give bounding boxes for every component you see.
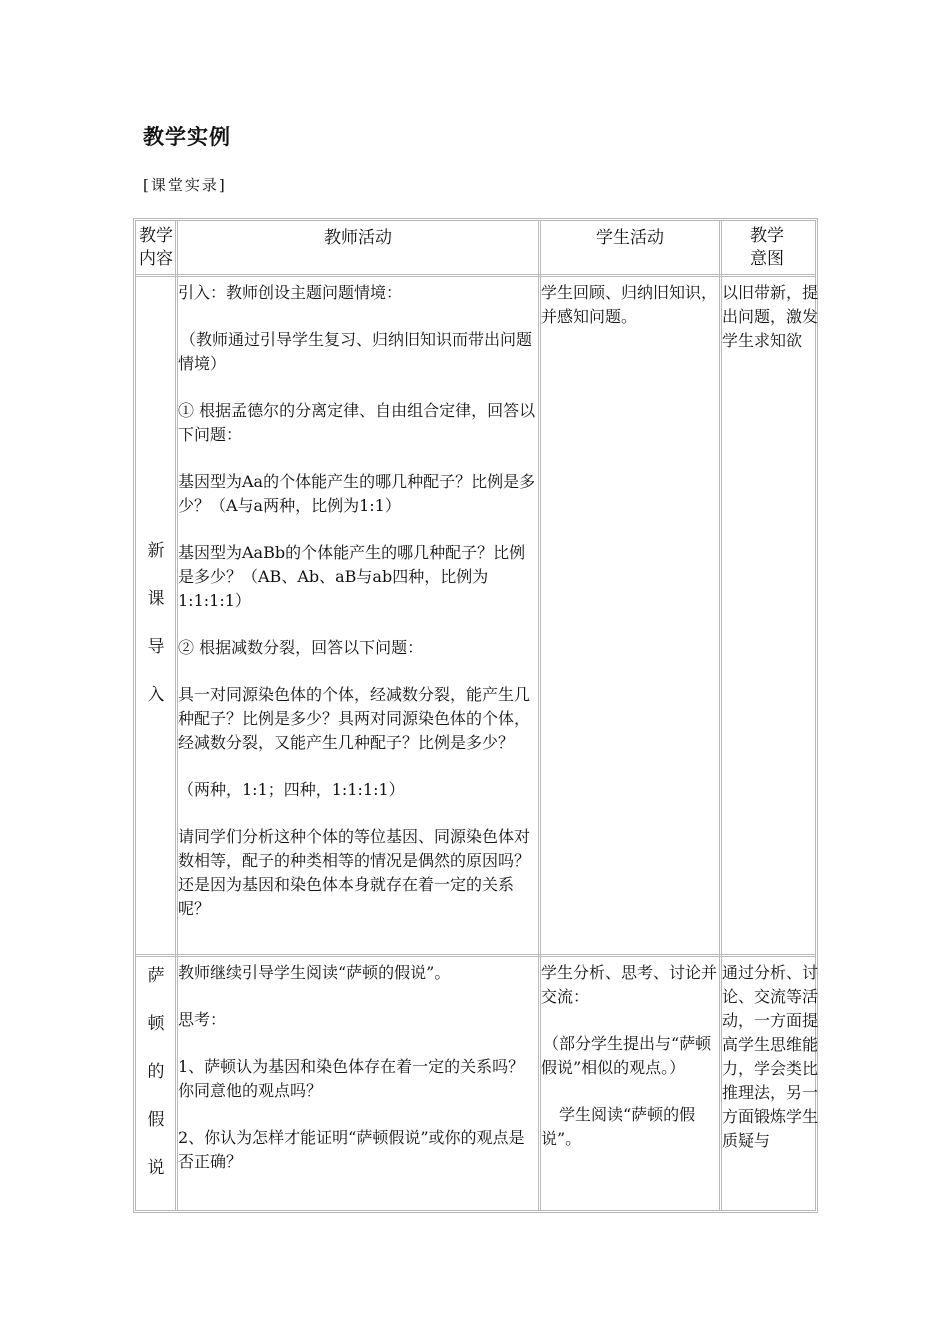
header-intent-line1: 教学 <box>750 226 784 246</box>
row-divider <box>136 954 815 957</box>
teacher-paragraph: 1、萨顿认为基因和染色体存在着一定的关系吗？你同意他的观点吗？ <box>178 1057 525 1100</box>
lesson-table <box>133 218 818 1213</box>
teacher-paragraph: 引入：教师创设主题问题情境： <box>178 283 403 302</box>
page-title: 教学实例 <box>143 125 231 149</box>
student-paragraph: （部分学生提出与“萨顿假说”相似的观点。） <box>541 1034 712 1077</box>
header-teacher: 教师活动 <box>324 228 392 248</box>
header-intent <box>722 225 812 271</box>
teacher-paragraph: 基因型为AaBb的个体能产生的哪几种配子？比例是多少？（AB、Ab、aB与ab四种，比例为1:1:1:1） <box>178 543 526 610</box>
teacher-paragraph: 请同学们分析这种个体的等位基因、同源染色体对数相等，配子的种类相等的情况是偶然的原因吗？还是因为基因和染色体本身就存在着一定的关系呢？ <box>178 827 531 918</box>
teacher-paragraph: ② 根据减数分裂，回答以下问题： <box>178 638 424 657</box>
row2-student-activity <box>541 961 719 1174</box>
row2-content-char: 假 <box>147 1110 165 1130</box>
header-content <box>137 225 175 271</box>
teacher-paragraph: （两种，1:1；四种，1:1:1:1） <box>178 780 405 799</box>
header-content-line2: 内容 <box>139 249 173 269</box>
teacher-paragraph: 具一对同源染色体的个体，经减数分裂，能产生几种配子？比例是多少？具两对同源染色体的个体，经减数分裂，又能产生几种配子？比例是多少？ <box>178 685 531 752</box>
row1-teaching-intent: 以旧带新，提出问题，激发学生求知欲 <box>722 283 819 350</box>
student-paragraph: 学生分析、思考、讨论并交流： <box>541 963 718 1006</box>
row1-content-char: 新 <box>147 541 165 561</box>
row2-teacher-activity <box>178 961 539 1197</box>
header-content-line1: 教学 <box>139 226 173 246</box>
student-paragraph: 学生回顾、归纳旧知识，并感知问题。 <box>541 283 718 326</box>
row2-content-label <box>145 961 167 1201</box>
header-student: 学生活动 <box>596 228 664 248</box>
row1-teacher-activity <box>178 281 539 921</box>
teacher-paragraph: ① 根据孟德尔的分离定律、自由组合定律，回答以下问题： <box>178 401 536 444</box>
teacher-paragraph: 思考： <box>178 1010 227 1029</box>
teacher-paragraph: 基因型为Aa的个体能产生的哪几种配子？比例是多少？（A与a两种，比例为1:1） <box>178 472 536 515</box>
student-paragraph: 学生阅读“萨顿的假说”。 <box>541 1105 696 1148</box>
teacher-paragraph: 2、你认为怎样才能证明“萨顿假说”或你的观点是否正确？ <box>178 1128 525 1171</box>
header-intent-line2: 意图 <box>750 249 784 269</box>
row-divider <box>136 274 815 277</box>
row2-content-char: 的 <box>147 1062 165 1082</box>
teacher-paragraph: 教师继续引导学生阅读“萨顿的假说”。 <box>178 963 451 982</box>
row2-content-char: 萨 <box>147 966 165 986</box>
teacher-paragraph: （教师通过引导学生复习、归纳旧知识而带出问题情境） <box>178 330 533 373</box>
row2-content-char: 顿 <box>147 1014 165 1034</box>
row2-content-char: 说 <box>147 1158 165 1178</box>
row1-content-label <box>145 536 167 728</box>
row2-teaching-intent: 通过分析、讨论、交流等活动，一方面提高学生思维能力，学会类比推理法，另一方面锻炼学生质疑与 <box>722 963 818 1150</box>
row1-content-char: 入 <box>147 685 165 705</box>
row1-content-char: 导 <box>147 637 165 657</box>
row1-student-activity <box>541 281 719 352</box>
row1-content-char: 课 <box>147 589 165 609</box>
section-subtitle: [课堂实录] <box>143 176 227 194</box>
